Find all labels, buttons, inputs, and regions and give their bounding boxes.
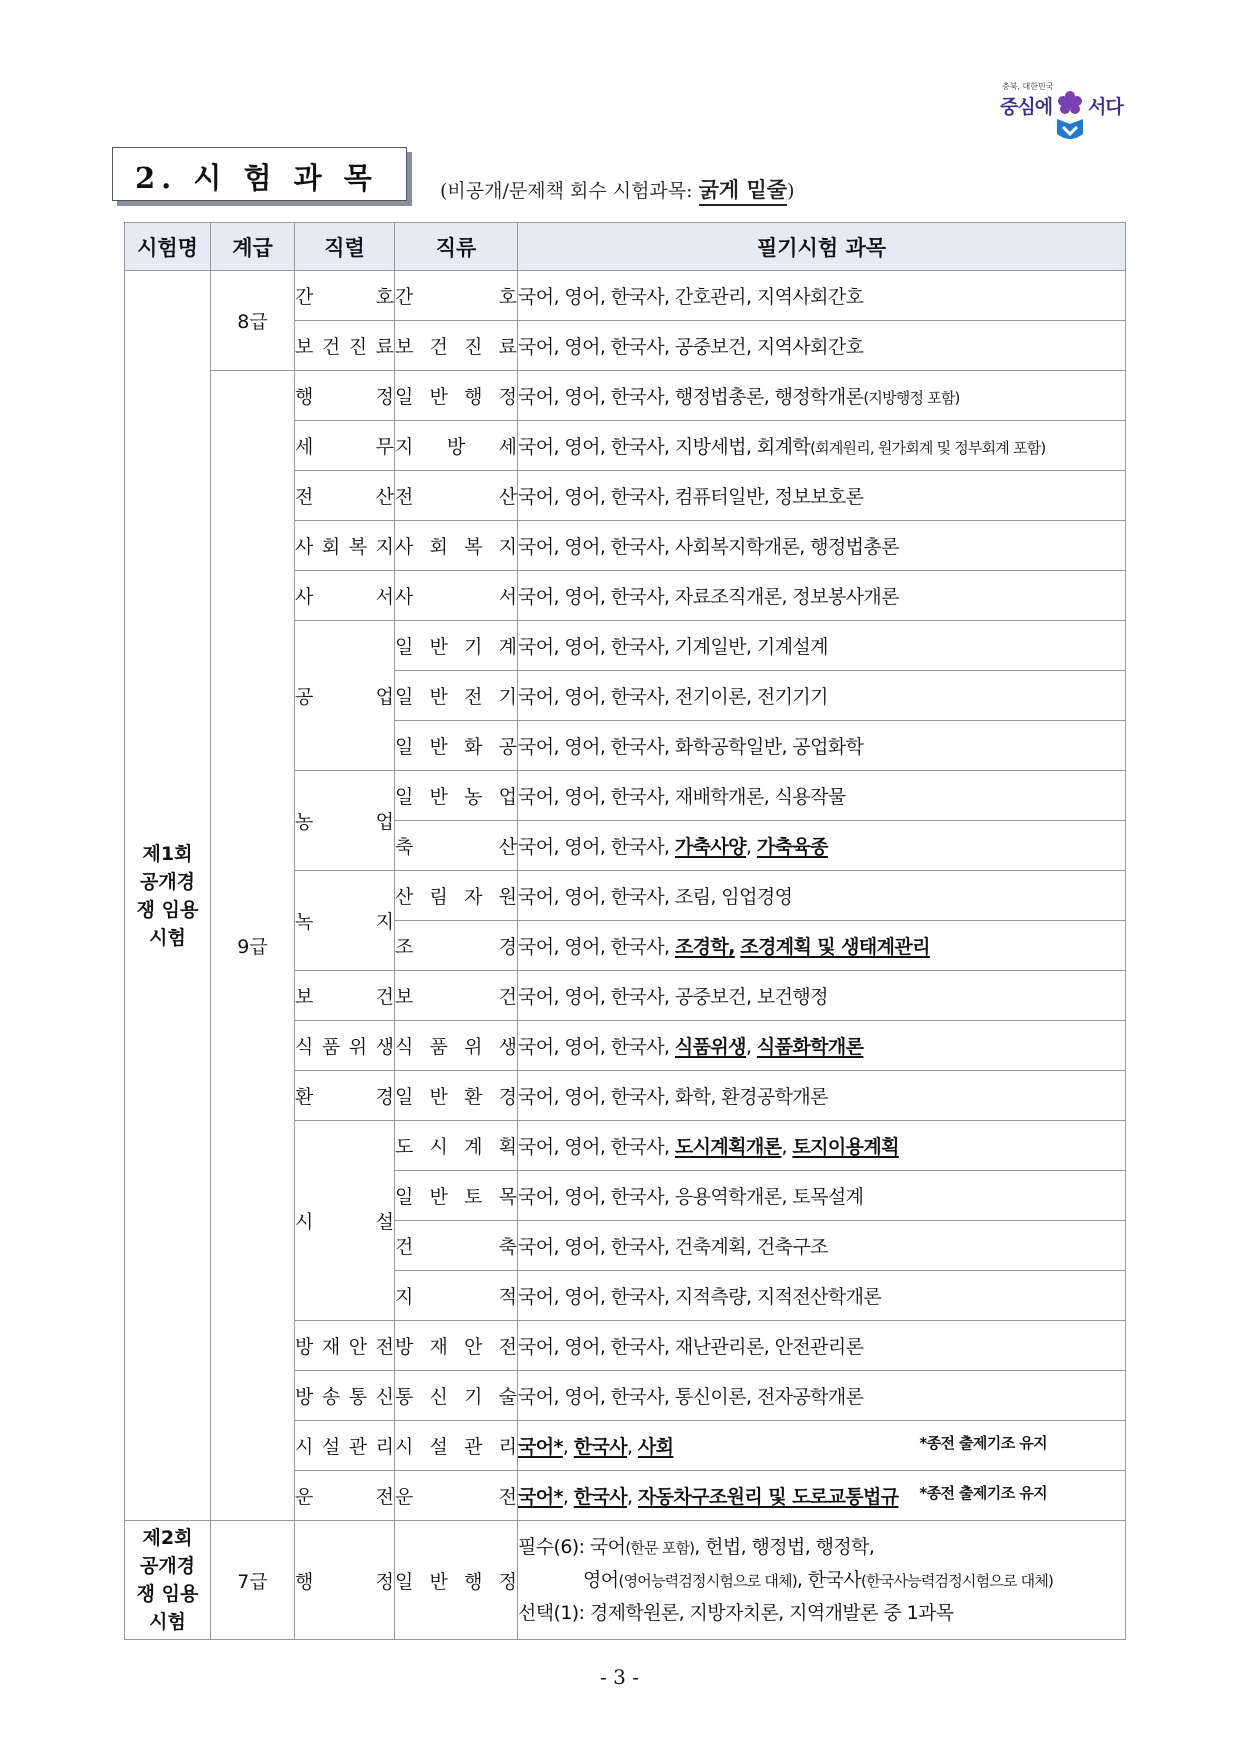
table-row [125, 271, 1126, 321]
subjects-cell: 국어, 영어, 한국사, 화학, 환경공학개론 [518, 1071, 1126, 1121]
series-cell: 행 정 [295, 1570, 394, 1593]
class-cell: 운 전 [395, 1486, 517, 1508]
series-cell: 환 경 [295, 1086, 394, 1108]
note-text: *종전 출제기조 유지 [919, 1484, 1047, 1502]
class-cell: 간 호 [395, 286, 517, 308]
header-series: 직렬 [295, 223, 395, 271]
subjects-cell: 국어, 영어, 한국사, 응용역학개론, 토목설계 [518, 1171, 1126, 1221]
subjects-cell: 국어, 영어, 한국사, 식품위생, 식품화학개론 [518, 1021, 1126, 1071]
series-cell: 녹 지 [295, 911, 394, 933]
class-cell: 지 방 세 [395, 436, 517, 458]
series-cell: 행 정 [295, 386, 394, 408]
series-cell: 공 업 [295, 686, 394, 708]
logo-emblem-icon [1054, 90, 1086, 148]
series-cell: 농 업 [295, 811, 394, 833]
header-subjects: 필기시험 과목 [518, 223, 1126, 271]
subjects-cell: 국어, 영어, 한국사, 화학공학일반, 공업화학 [518, 721, 1126, 771]
page-number: - 3 - [600, 1665, 639, 1689]
subjects-cell: 국어, 영어, 한국사, 간호관리, 지역사회간호 [518, 271, 1126, 321]
subjects-cell: 국어, 영어, 한국사, 전기이론, 전기기기 [518, 671, 1126, 721]
section-note: (비공개/문제책 회수 시험과목: 굵게 밑줄) [440, 174, 794, 204]
series-cell: 사 회 복 지 [295, 536, 394, 558]
class-cell: 도 시 계 획 [395, 1136, 517, 1158]
class-cell: 일 반 농 업 [395, 786, 517, 808]
bold-underline-sample: 굵게 밑줄 [699, 178, 787, 206]
series-cell: 방 송 통 신 [295, 1386, 394, 1408]
series-cell: 보 건 [295, 986, 394, 1008]
subjects-cell: 국어, 영어, 한국사, 기계일반, 기계설계 [518, 621, 1126, 671]
class-cell: 통 신 기 술 [395, 1386, 517, 1408]
exam-1-name: 제1회 공개경쟁 임용시험 [125, 271, 211, 1521]
subjects-cell: 국어, 영어, 한국사, 지적측량, 지적전산학개론 [518, 1271, 1126, 1321]
class-cell: 방 재 안 전 [395, 1336, 517, 1358]
subjects-cell: 국어, 영어, 한국사, 건축계획, 건축구조 [518, 1221, 1126, 1271]
exam-2-name: 제2회 공개경쟁 임용시험 [125, 1521, 211, 1640]
subjects-cell: 필수(6): 국어(한문 포함), 헌법, 행정법, 행정학, 영어(영어능력검정시험으로 대체), 한국사(한국사능력검정시험으로 대체) 선택(1): 경제학원론, 지방자치론, 지역개발론 중 1과목 [518, 1521, 1126, 1640]
series-cell: 세 무 [295, 436, 394, 458]
subjects-cell: 국어, 영어, 한국사, 재난관리론, 안전관리론 [518, 1321, 1126, 1371]
series-cell: 시 설 [295, 1211, 394, 1233]
logo: 충북, 대한민국 중심에 서다 [1000, 62, 1130, 122]
subjects-cell: 국어*, 한국사, 사회 *종전 출제기조 유지 [518, 1421, 1126, 1471]
series-cell: 방 재 안 전 [295, 1336, 394, 1358]
class-cell: 식 품 위 생 [395, 1036, 517, 1058]
series-cell: 식 품 위 생 [295, 1036, 394, 1058]
subjects-cell: 국어, 영어, 한국사, 자료조직개론, 정보봉사개론 [518, 571, 1126, 621]
series-cell: 보 건 진 료 [295, 336, 394, 358]
subjects-cell: 국어, 영어, 한국사, 재배학개론, 식용작물 [518, 771, 1126, 821]
class-cell: 보 건 진 료 [395, 336, 517, 358]
class-cell: 일 반 전 기 [395, 686, 517, 708]
series-cell: 사 서 [295, 586, 394, 608]
header-grade: 계급 [211, 223, 295, 271]
class-cell: 전 산 [395, 486, 517, 508]
note-text: *종전 출제기조 유지 [919, 1434, 1047, 1452]
section-title: 2. 시 험 과 목 [135, 161, 378, 195]
table-row [125, 1521, 1126, 1640]
class-cell: 지 적 [395, 1286, 517, 1308]
grade-7: 7급 [211, 1521, 295, 1640]
table-header [125, 223, 1126, 271]
grade-8: 8급 [211, 271, 295, 371]
class-cell: 일 반 기 계 [395, 636, 517, 658]
series-cell: 시 설 관 리 [295, 1436, 394, 1458]
class-cell: 일 반 토 목 [395, 1186, 517, 1208]
class-cell: 시 설 관 리 [395, 1436, 517, 1458]
subjects-cell: 국어, 영어, 한국사, 통신이론, 전자공학개론 [518, 1371, 1126, 1421]
class-cell: 일 반 행 정 [395, 386, 517, 408]
subjects-cell: 국어, 영어, 한국사, 행정법총론, 행정학개론(지방행정 포함) [518, 371, 1126, 421]
subjects-cell: 국어, 영어, 한국사, 사회복지학개론, 행정법총론 [518, 521, 1126, 571]
class-cell: 일 반 환 경 [395, 1086, 517, 1108]
series-cell: 전 산 [295, 486, 394, 508]
subjects-cell: 국어, 영어, 한국사, 지방세법, 회계학(회계원리, 원가회계 및 정부회계 포함) [518, 421, 1126, 471]
header-exam-name: 시험명 [125, 223, 211, 271]
table-row [125, 371, 1126, 421]
subjects-cell: 국어, 영어, 한국사, 도시계획개론, 토지이용계획 [518, 1121, 1126, 1171]
subjects-cell: 국어, 영어, 한국사, 조림, 임업경영 [518, 871, 1126, 921]
class-cell: 건 축 [395, 1236, 517, 1258]
logo-tagline: 충북, 대한민국 [1002, 82, 1054, 91]
class-cell: 축 산 [395, 836, 517, 858]
class-cell: 사 서 [395, 586, 517, 608]
header-class: 직류 [395, 223, 518, 271]
subjects-cell: 국어, 영어, 한국사, 공중보건, 보건행정 [518, 971, 1126, 1021]
series-cell: 운 전 [295, 1486, 394, 1508]
subjects-cell: 국어, 영어, 한국사, 조경학, 조경계획 및 생태계관리 [518, 921, 1126, 971]
subjects-cell: 국어, 영어, 한국사, 공중보건, 지역사회간호 [518, 321, 1126, 371]
class-cell: 조 경 [395, 936, 517, 958]
subjects-cell: 국어, 영어, 한국사, 가축사양, 가축육종 [518, 821, 1126, 871]
exam-subjects-table [124, 222, 1126, 1640]
class-cell: 일 반 화 공 [395, 736, 517, 758]
class-cell: 일 반 행 정 [395, 1570, 517, 1593]
class-cell: 사 회 복 지 [395, 536, 517, 558]
grade-9: 9급 [211, 371, 295, 1521]
class-cell: 산 림 자 원 [395, 886, 517, 908]
class-cell: 보 건 [395, 986, 517, 1008]
series-cell: 간 호 [295, 286, 394, 308]
subjects-cell: 국어*, 한국사, 자동차구조원리 및 도로교통법규 *종전 출제기조 유지 [518, 1471, 1126, 1521]
section-title-box [112, 147, 407, 201]
subjects-cell: 국어, 영어, 한국사, 컴퓨터일반, 정보보호론 [518, 471, 1126, 521]
